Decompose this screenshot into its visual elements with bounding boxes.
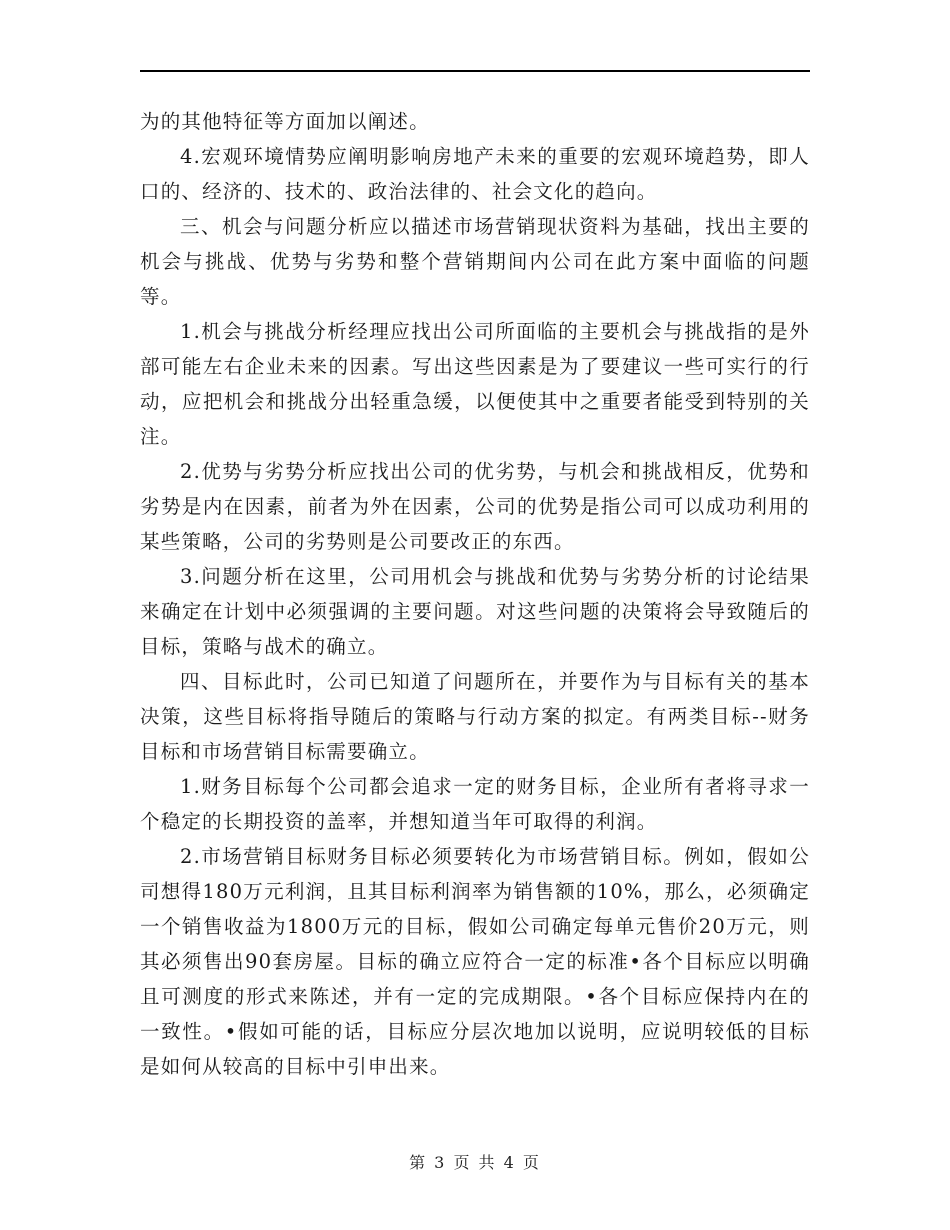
paragraph-5: 3.问题分析在这里，公司用机会与挑战和优势与劣势分析的讨论结果来确定在计划中必须强调的主要问题。对这些问题的决策将会导致随后的目标，策略与战术的确立。 xyxy=(140,565,810,658)
page-footer: 第 3 页 共 4 页 xyxy=(409,1153,541,1172)
paragraph-2: 三、机会与问题分析应以描述市场营销现状资料为基础，找出主要的机会与挑战、优势与劣势和整个营销期间内公司在此方案中面临的问题等。 xyxy=(140,215,810,308)
paragraph-8: 2.市场营销目标财务目标必须要转化为市场营销目标。例如，假如公司想得180万元利润，且其目标利润率为销售额的10%，那么，必须确定一个销售收益为1800万元的目标，假如公司确定每单元售价20万元，则其必须售出90套房屋。目标的确立应符合一定的标准•各个目标应以明确且可测度的形式来陈述，并有一定的完成期限。•各个目标应保持内在的一致性。•假如可能的话，目标应分层次地加以说明，应说明较低的目标是如何从较高的目标中引申出来。 xyxy=(140,845,810,1078)
document-body xyxy=(140,104,810,1084)
paragraph-1: 4.宏观环境情势应阐明影响房地产未来的重要的宏观环境趋势，即人口的、经济的、技术的、政治法律的、社会文化的趋向。 xyxy=(140,145,810,203)
paragraph-4: 2.优势与劣势分析应找出公司的优劣势，与机会和挑战相反，优势和劣势是内在因素，前者为外在因素，公司的优势是指公司可以成功利用的某些策略，公司的劣势则是公司要改正的东西。 xyxy=(140,460,810,553)
paragraph-0: 为的其他特征等方面加以阐述。 xyxy=(140,110,430,133)
header-rule xyxy=(140,70,810,72)
paragraph-7: 1.财务目标每个公司都会追求一定的财务目标，企业所有者将寻求一个稳定的长期投资的盖率，并想知道当年可取得的利润。 xyxy=(140,775,810,833)
paragraph-3: 1.机会与挑战分析经理应找出公司所面临的主要机会与挑战指的是外部可能左右企业未来的因素。写出这些因素是为了要建议一些可实行的行动，应把机会和挑战分出轻重急缓，以便使其中之重要者能受到特别的关注。 xyxy=(140,320,810,448)
paragraph-6: 四、目标此时，公司已知道了问题所在，并要作为与目标有关的基本决策，这些目标将指导随后的策略与行动方案的拟定。有两类目标--财务目标和市场营销目标需要确立。 xyxy=(140,670,810,763)
